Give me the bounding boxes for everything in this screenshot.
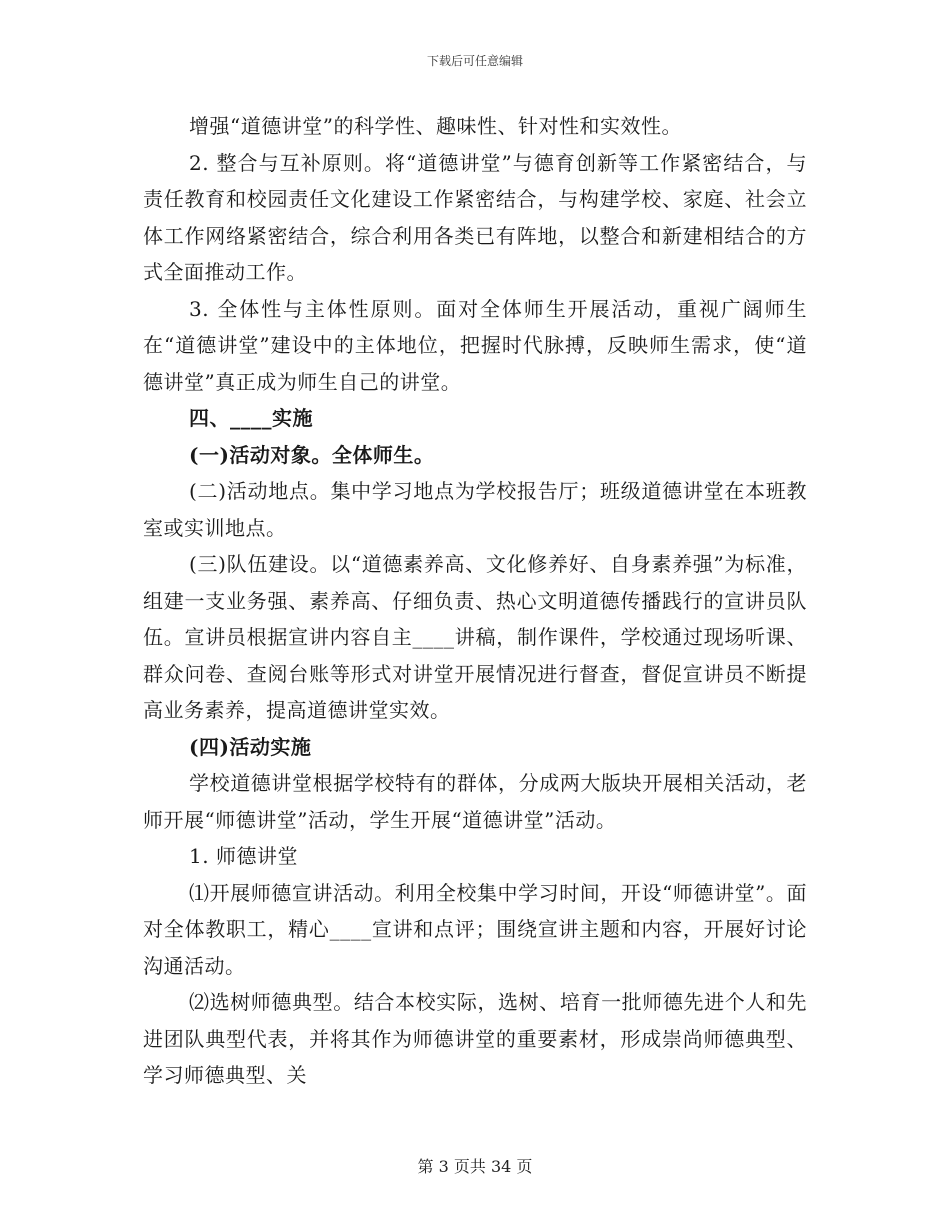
item-heading-1: 1. 师德讲堂	[189, 844, 298, 868]
paragraph-item-2: ⑵选树师德典型。结合本校实际，选树、培育一批师德先进个人和先进团队典型代表，并将其作为师德讲堂的重要素材，形成崇尚师德典型、学习师德典型、关	[143, 990, 807, 1087]
page-number: 第 3 页共 34 页	[417, 1157, 533, 1176]
subsection-heading-1: (一)活动对象。全体师生。	[189, 442, 435, 467]
document-body	[143, 108, 807, 1094]
paragraph-team: (三)队伍建设。以“道德素养高、文化修养好、自身素养强”为标准，组建一支业务强、素养高、仔细负责、热心文明道德传播践行的宣讲员队伍。宣讲员根据宣讲内容自主____讲稿，制作课件，学校通过现场听课、群众问卷、查阅台账等形式对讲堂开展情况进行督查，督促宣讲员不断提高业务素养，提高道德讲堂实效。	[143, 552, 807, 722]
paragraph-location: (二)活动地点。集中学习地点为学校报告厅；班级道德讲堂在本班教室或实训地点。	[143, 479, 807, 540]
section-heading-4: 四、____实施	[189, 406, 313, 430]
paragraph-1: 增强“道德讲堂”的科学性、趣味性、针对性和实效性。	[189, 114, 682, 138]
paragraph-implementation: 学校道德讲堂根据学校特有的群体，分成两大版块开展相关活动，老师开展“师德讲堂”活动，学生开展“道德讲堂”活动。	[143, 771, 807, 832]
paragraph-2: 2. 整合与互补原则。将“道德讲堂”与德育创新等工作紧密结合，与责任教育和校园责任文化建设工作紧密结合，与构建学校、家庭、社会立体工作网络紧密结合，综合利用各类已有阵地，以整合和新建相结合的方式全面推动工作。	[143, 150, 807, 284]
subsection-heading-4: (四)活动实施	[189, 734, 312, 759]
paragraph-3: 3. 全体性与主体性原则。面对全体师生开展活动，重视广阔师生在“道德讲堂”建设中的主体地位，把握时代脉搏，反映师生需求，使“道德讲堂”真正成为师生自己的讲堂。	[143, 296, 807, 394]
paragraph-item-1: ⑴开展师德宣讲活动。利用全校集中学习时间，开设“师德讲堂”。面对全体教职工，精心____宣讲和点评；围绕宣讲主题和内容，开展好讨论沟通活动。	[143, 880, 807, 978]
header-note: 下载后可任意编辑	[426, 54, 523, 68]
